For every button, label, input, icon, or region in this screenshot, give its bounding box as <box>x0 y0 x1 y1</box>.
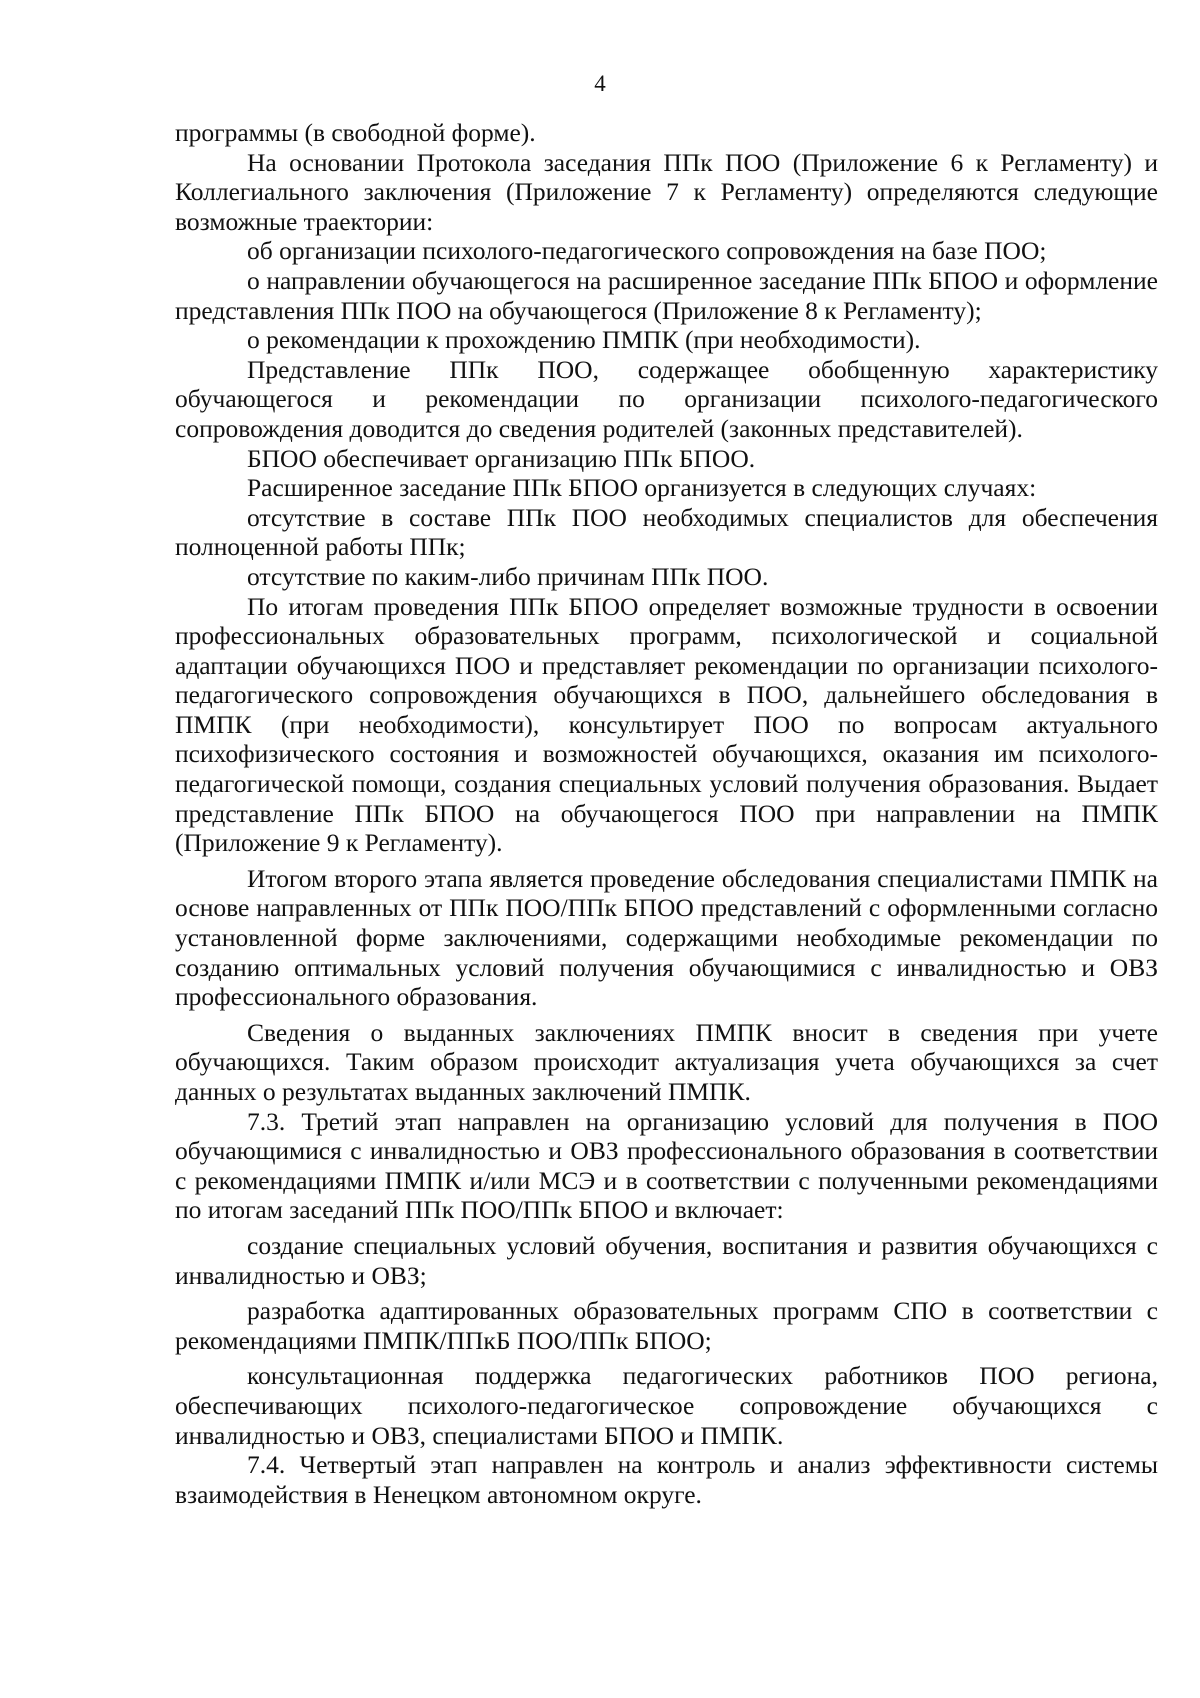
paragraph-third-stage-item-2: разработка адаптированных образовательных программ СПО в соответствии с рекомендациями ПМПК/ППкБ ПОО/ППк БПОО; <box>175 1296 1158 1355</box>
paragraph-extended-meeting: Расширенное заседание ППк БПОО организуется в следующих случаях: <box>247 473 1037 503</box>
paragraph-third-stage: 7.3. Третий этап направлен на организацию условий для получения в ПОО обучающимися с инвалидностью и ОВЗ профессионального образования в соответствии с рекомендациями ПМПК и/или МСЭ и в соответствии с полученными рекомендациями по итогам заседаний ППк ПОО/ППк БПОО и включает: <box>175 1106 1158 1225</box>
paragraph-representation: Представление ППк ПОО, содержащее обобщенную характеристику обучающегося и рекомендации по организации психолого-педагогического сопровождения доводится до сведения родителей (законных представителей). <box>175 354 1158 443</box>
paragraph-bpoo-organization: БПОО обеспечивает организацию ППк БПОО. <box>247 443 756 473</box>
paragraph-case-1: отсутствие в составе ППк ПОО необходимых специалистов для обеспечения полноценной работы ППк; <box>175 502 1158 562</box>
paragraph-third-stage-item-1: создание специальных условий обучения, воспитания и развития обучающихся с инвалидностью и ОВЗ; <box>175 1230 1158 1290</box>
page-number: 4 <box>594 71 606 96</box>
paragraph-results: По итогам проведения ППк БПОО определяет возможные трудности в освоении профессиональных образовательных программ, психологической и социальной адаптации обучающихся ПОО и представляет рекомендации по организации психолого-педагогического сопровождения обучающихся в ПОО, дальнейшего обследования в ПМПК (при необходимости), консультирует ПОО по вопросам актуального психофизического состояния и возможностей обучающихся, оказания им психолого-педагогической помощи, создания специальных условий получения образования. Выдает представление ППк БПОО на обучающегося ПОО при направлении на ПМПК (Приложение 9 к Регламенту). <box>175 591 1158 858</box>
paragraph-trajectory-3: о рекомендации к прохождению ПМПК (при необходимости). <box>247 325 921 355</box>
paragraph-third-stage-item-3: консультационная поддержка педагогических работников ПОО региона, обеспечивающих психолого-педагогическое сопровождение обучающихся с инвалидностью и ОВЗ, специалистами БПОО и ПМПК. <box>175 1361 1158 1450</box>
paragraph-trajectory-1: об организации психолого-педагогического сопровождения на базе ПОО; <box>247 236 1047 266</box>
paragraph-case-2: отсутствие по каким-либо причинам ППк ПОО. <box>247 561 769 591</box>
paragraph-second-stage-result: Итогом второго этапа является проведение обследования специалистами ПМПК на основе направленных от ППк ПОО/ППк БПОО представлений с оформленными согласно установленной форме заключениями, содержащими необходимые рекомендации по созданию оптимальных условий получения обучающимися с инвалидностью и ОВЗ профессионального образования. <box>175 863 1158 1012</box>
paragraph-trajectories-intro: На основании Протокола заседания ППк ПОО (Приложение 6 к Регламенту) и Коллегиального заключения (Приложение 7 к Регламенту) определяются следующие возможные траектории: <box>175 147 1158 236</box>
paragraph-continuation: программы (в свободной форме). <box>175 118 536 147</box>
paragraph-conclusions-info: Сведения о выданных заключениях ПМПК вносит в сведения при учете обучающихся. Таким образом происходит актуализация учета обучающихся за счет данных о результатах выданных заключений ПМПК. <box>175 1017 1158 1106</box>
paragraph-fourth-stage: 7.4. Четвертый этап направлен на контроль и анализ эффективности системы взаимодействия в Ненецком автономном округе. <box>175 1450 1158 1509</box>
document-body <box>175 118 1158 1509</box>
paragraph-trajectory-2: о направлении обучающегося на расширенное заседание ППк БПОО и оформление представления ППк ПОО на обучающегося (Приложение 8 к Регламенту); <box>175 265 1158 325</box>
